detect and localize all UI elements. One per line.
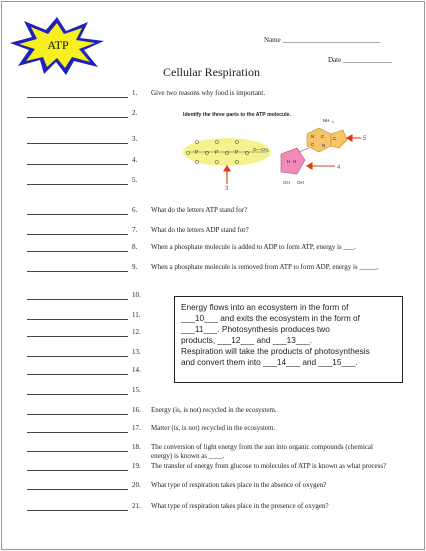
question-number-11: 11.	[132, 311, 141, 319]
nh2-subscript: 2	[332, 120, 334, 124]
arrow-5-head	[347, 135, 352, 141]
answer-line-13[interactable]	[27, 356, 128, 357]
answer-line-6[interactable]	[27, 214, 128, 215]
question-number-19: 19.	[132, 462, 141, 470]
diagram-title: Identify the three parts to the ATP molecule.	[183, 112, 291, 118]
oxygen-atom-1: O	[186, 151, 190, 157]
answer-line-5[interactable]	[27, 184, 128, 185]
question-number-14: 14.	[132, 366, 141, 374]
answer-line-19[interactable]	[27, 470, 128, 471]
badge-label: ATP	[47, 38, 69, 52]
answer-line-9[interactable]	[27, 271, 128, 272]
oxygen-atom-10: O	[235, 160, 239, 166]
question-number-12: 12.	[132, 328, 141, 336]
answer-line-11[interactable]	[27, 319, 128, 320]
answer-line-10[interactable]	[27, 299, 128, 300]
answer-line-16[interactable]	[27, 414, 128, 415]
atp-molecule-diagram	[175, 108, 385, 190]
question-text-17: Matter (is, is not) recycled in the ecosystem.	[151, 424, 276, 432]
passage-line-3: ___11___. Photosynthesis produces two	[181, 324, 330, 334]
question-text-6: What do the letters ATP stand for?	[151, 206, 248, 214]
och2-subscript: 2	[267, 149, 269, 153]
answer-line-1[interactable]	[27, 97, 128, 98]
answer-line-18[interactable]	[27, 451, 128, 452]
question-text-9: When a phosphate molecule is removed from ATP to form ADP, energy is _____.	[151, 263, 379, 271]
adenine-nitrogen-1: N	[311, 134, 315, 139]
callout-5-label: 5	[363, 136, 367, 142]
question-number-2: 2.	[132, 109, 138, 117]
question-number-18: 18.	[132, 443, 141, 451]
oxygen-atom-7: O	[235, 140, 239, 146]
ribose-hydrogen-2: H	[293, 159, 297, 164]
answer-line-15[interactable]	[27, 394, 128, 395]
oh-label-1: OH	[283, 180, 290, 185]
callout-4-label: 4	[337, 165, 341, 171]
callout-3-label: 3	[225, 186, 229, 190]
name-field[interactable]	[264, 36, 380, 44]
date-label: Date	[328, 56, 342, 64]
date-blank[interactable]: ______________	[342, 56, 392, 64]
passage-line-4: products, ___12___ and ___13___.	[181, 335, 313, 345]
question-number-3: 3.	[132, 135, 138, 143]
answer-line-7[interactable]	[27, 234, 128, 235]
answer-line-14[interactable]	[27, 374, 128, 375]
answer-line-20[interactable]	[27, 489, 128, 490]
question-number-16: 16.	[132, 406, 141, 414]
answer-line-21[interactable]	[27, 510, 128, 511]
question-text-19: The transfer of energy from glucose to molecules of ATP is known as what process?	[151, 462, 387, 470]
question-text-7: What do the letters ADP stand for?	[151, 226, 249, 234]
oxygen-atom-9: O	[215, 160, 219, 166]
oxygen-atom-8: O	[195, 160, 199, 166]
question-number-15: 15.	[132, 386, 141, 394]
passage-line-6: and convert them into ___14___ and ___15___.	[181, 357, 358, 367]
arrow-4-head	[307, 163, 312, 169]
question-number-20: 20.	[132, 481, 141, 489]
answer-line-17[interactable]	[27, 432, 128, 433]
answer-line-4[interactable]	[27, 164, 128, 165]
name-blank[interactable]: ____________________________	[282, 36, 381, 44]
passage-line-5: Respiration will take the products of photosynthesis	[181, 346, 370, 356]
phosphate-atom-3: P	[235, 150, 239, 156]
date-field[interactable]	[328, 56, 392, 64]
oh-label-2: OH	[297, 180, 304, 185]
question-number-7: 7.	[132, 226, 138, 234]
answer-line-3[interactable]	[27, 143, 128, 144]
oxygen-atom-4: O	[245, 151, 249, 157]
question-text-21: What type of respiration takes place in the presence of oxygen?	[151, 502, 329, 510]
question-number-5: 5.	[132, 176, 138, 184]
answer-line-12[interactable]	[27, 336, 128, 337]
question-number-1: 1.	[132, 89, 138, 97]
question-text-1: Give two reasons why food is important.	[151, 89, 266, 97]
question-number-10: 10.	[132, 291, 141, 299]
och2-label: O—CH	[253, 147, 268, 152]
fill-in-passage-box	[174, 296, 403, 383]
question-text-18: The conversion of light energy from the sun into organic compounds (chemical energy) is known as ____.	[151, 443, 373, 460]
question-number-6: 6.	[132, 206, 138, 214]
question-number-8: 8.	[132, 243, 138, 251]
question-number-9: 9.	[132, 263, 138, 271]
oxygen-atom-2: O	[205, 151, 209, 157]
adenine-carbon-3: C	[333, 136, 337, 141]
name-label: Name	[264, 36, 281, 44]
answer-line-2[interactable]	[27, 117, 128, 118]
adenine-carbon-2: C	[311, 142, 315, 147]
atp-starburst-badge	[10, 17, 105, 75]
question-number-17: 17.	[132, 424, 141, 432]
adenine-ring-6	[307, 128, 331, 152]
question-text-16: Energy (is, is not) recycled in the ecosystem.	[151, 406, 277, 414]
oxygen-atom-5: O	[195, 140, 199, 146]
question-number-4: 4.	[132, 156, 138, 164]
passage-line-2: ___10___ and exits the ecosystem in the form of	[181, 313, 360, 323]
adenine-nitrogen-2: N	[322, 143, 326, 148]
question-text-20: What type of respiration takes place in the absence of oxygen?	[151, 481, 327, 489]
question-number-13: 13.	[132, 348, 141, 356]
phosphate-atom-1: P	[195, 150, 199, 156]
ribose-hydrogen-1: H	[287, 159, 291, 164]
oxygen-atom-3: O	[225, 151, 229, 157]
passage-line-1: Energy flows into an ecosystem in the form of	[181, 302, 349, 312]
page-title: Cellular Respiration	[163, 65, 260, 79]
oxygen-atom-6: O	[215, 140, 219, 146]
question-number-21: 21.	[132, 502, 141, 510]
arrow-3-head	[224, 166, 230, 171]
nh2-label: NH	[323, 118, 330, 123]
adenine-carbon-1: C	[321, 134, 325, 139]
phosphate-atom-2: P	[215, 150, 219, 156]
answer-line-8[interactable]	[27, 251, 128, 252]
question-text-8: When a phosphate molecule is added to ADP to form ATP, energy is ___.	[151, 243, 356, 251]
